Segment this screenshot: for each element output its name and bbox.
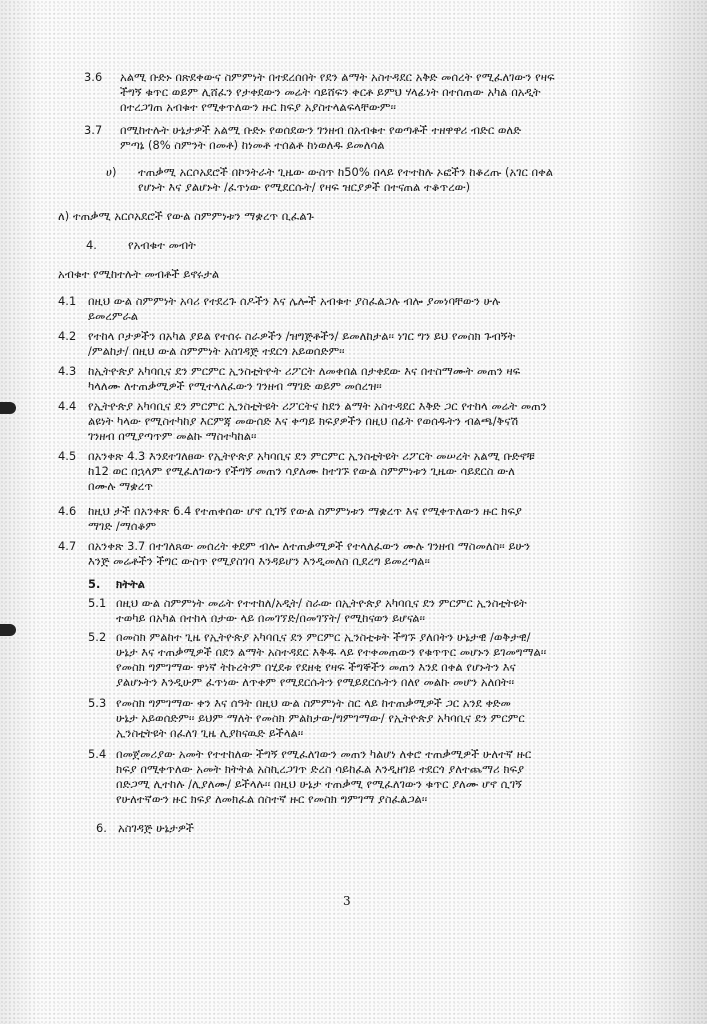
clause-text (88, 294, 664, 324)
clause-text (116, 596, 664, 626)
text-line: ማገድ /ማሰቆም (88, 519, 157, 533)
clause-text (88, 449, 664, 494)
clause-5-3 (88, 696, 664, 741)
clause-text (88, 504, 664, 534)
text-line: የሆኑት እና ያልሆኑት /ፈጥነው የሚደርሱት/ የዛፍ ዝርያዎች በተናጠል ተቆጥረው) (138, 180, 471, 194)
text-line: ምጣኔ (8% ስምንት በመቶ) ከነመቶ ተሰልቶ ከነወለዱ ይመለሳል (120, 138, 385, 152)
text-line: ተወካይ በአካል በተከላ በታው ላይ በመገኘድ/በመገኘት/ የሚከናወን ይሆናል፡፡ (116, 611, 426, 625)
clause-4-4 (58, 399, 664, 444)
clause-number: 5.4 (88, 747, 107, 761)
text-line: ከኢትዮጵያ አካባቢና ደን ምርምር ኢንስቲትዮት ሪፖርት ለመቀበል በታቀደው እና በተስማሙት መጠን ዛፍ (88, 364, 521, 378)
clause-number: 3.7 (84, 123, 103, 137)
section-title: የአብቁተ መብት (128, 238, 196, 252)
clause-number: 4.3 (58, 364, 77, 378)
clause-text (116, 747, 664, 807)
text-line: በዚህ ውል ስምምነት መሬት የተተከለ/አዲት/ ስራው በኢትዮጵያ አካባቢና ደን ምርምር ኢንስቲትዩት (116, 596, 527, 610)
clause-text (120, 70, 664, 115)
text-line: የመስክ ግምገማው ዋነኛ ትኩረትም በሂደቱ የደዘቂ የዛፍ ችግኞችን መጠን እንደ በቀል የሆኑትን እና (116, 660, 516, 674)
clause-number: 4.6 (58, 504, 77, 518)
clause-text (88, 399, 664, 444)
text-line: አልሚ ቡድኑ በጽደቀውና ስምምነት በተደረሰበት የደን ልማት አስተዳደር አቅድ መሰረት የሚፈለገውን የዛፍ (120, 70, 555, 84)
clause-text (116, 696, 664, 741)
clause-3-7 (84, 123, 664, 153)
sub-clause-text (138, 165, 664, 195)
clause-4-2 (58, 329, 664, 359)
text-line: እንጅ መሬቶችን ችግር ውስጥ የሚያስገባ እንዳይሆን እንዲመለስ ቢደረግ ይመረጣል፡፡ (88, 554, 430, 568)
clause-text (88, 329, 664, 359)
sub-clause-le: ለ) ተጠቃሚ አርሶአደሮች የውል ስምምነቱን ማቋረጥ ቢፈልጉ (58, 209, 314, 223)
clause-number: 5.2 (88, 630, 107, 644)
clause-number: 4.1 (58, 294, 77, 308)
scan-shadow-left (0, 0, 40, 1024)
section-4-intro: አብቁተ የሚከተሉት መብቶች ይኖሩታል (58, 267, 220, 281)
text-line: ከዚህ ታች በአንቀጽ 6.4 የተጠቀሰው ሆኖ ሲገኝ የውል ስምምነቱን ማቋረጥ እና የሚቀጥለውን ዙር ክፍያ (88, 504, 522, 518)
text-line: በመጀመሪያው አመት የተተከለው ችግኝ የሚፈለገውን መጠን ካልሆነ ለቀሮ ተጠቃሚዎች ሁለተኛ ዙር (116, 747, 532, 761)
sub-clause-marker: ሀ) (106, 165, 117, 179)
text-line: ገንዘብ በሚያጣጥም መልኩ ማስተካከል፡፡ (88, 429, 257, 443)
clause-text (88, 539, 664, 569)
text-line: በዚህ ውል ስምምነት አባሪ የተደረጉ ሰዶችን እና ሌሎች አብቁተ ያስፈልጋሉ ብሎ ያመነባቸውን ሁሉ (88, 294, 501, 308)
clause-4-6 (58, 504, 664, 534)
text-line: የሁለተኛውን ዙር ክፍያ ለመክፈል ሰስተኛ ዙር የመስክ ግምገማ ያስፈልጋል፡፡ (116, 792, 428, 806)
clause-number: 3.6 (84, 70, 103, 84)
text-line: ሁኔታ እና ተጠቃሚዎች በደን ልማት አስተዳደር እቅዱ ላይ የተቀመጠውን የቁጥጥር መሆኑን ይገመግማል፡፡ (116, 645, 547, 659)
clause-text (116, 630, 664, 690)
text-line: በሙሉ ማቋረጥ (88, 479, 153, 493)
section-number: 4. (86, 238, 97, 252)
text-line: በአንቀጽ 4.3 እንደተገለፀው የኢትዮጵያ አካባቢና ደን ምርምር ኢንስቲትዩት ሪፖርት መሠረት አልሚ ቡድኖቹ (88, 449, 535, 463)
clause-number: 5.3 (88, 696, 107, 710)
text-line: ካላለሙ ለተጠቃሚዎች የሚተላለፈውን ገንዘብ ማገድ ወይም መሰረዝ፡፡ (88, 379, 382, 393)
clause-4-3 (58, 364, 664, 394)
page-number: 3 (343, 894, 351, 908)
section-5-heading (88, 577, 664, 592)
text-line: ይመረምራል (88, 309, 139, 323)
section-title: አስገዳጅ ሁኔታዎች (118, 821, 194, 835)
section-6-heading (96, 821, 664, 836)
text-line: ችግኝ ቁጥር ወይም ሊሸፈን የታቀደውን መሬት ሳይሸፍን ቀርቶ ይምህ ሃላፊነት በተሰጠው አካል በአዲት (120, 85, 541, 99)
text-line: ክፍያ በሚቀጥለው አመት ክትትል አስኪረጋገጥ ድረስ ሳይከፈል እንዲዘገይ ተደርጎ ያለተጨማሪ ክፍያ (116, 762, 525, 776)
section-4-heading (86, 238, 664, 253)
section-number: 6. (96, 821, 107, 835)
clause-4-5 (58, 449, 664, 494)
text-line: በአንቀጽ 3.7 በተገለጸው መሰረት ቀደም ብሎ ለተጠቃሚዎች የተላለፈውን ሙሉ ገንዘብ ማስመለስ፡፡ ይሁን (88, 539, 530, 553)
text-line: የመስክ ግምገማው ቀን እና ሰዓት በዚህ ውል ስምምነት ስር ላይ ከተጠቃሚዎች ጋር አንደ ቀድመ (116, 696, 511, 710)
punch-hole (0, 402, 16, 414)
clause-4-1 (58, 294, 664, 324)
text-line: ሁኔታ አይወሰድም፡፡ ይህም ማለት የመስክ ምልከታው/ግምገማው/ የኢትዮጵያ አካባቢና ደን ምርምር (116, 711, 525, 725)
text-line: /ምልከታ/ በዚህ ውል ስምምነት አስገዳጅ ተደርጎ አይወሰድም፡፡ (88, 344, 345, 358)
text-line: የተከላ ቦታዎችን በአካል ያይል የተሰሩ ስራዎችን /ዝግጅቶችን/ ይመለከታል፡፡ ነገር ግን ይህ የመስክ ጉብኝት (88, 329, 516, 343)
clause-5-2 (88, 630, 664, 690)
text-line: በተረጋገጠ አብቁተ የሚቀጥለውን ዙር ክፍያ አያስተላልፍላቸውም፡፡ (120, 100, 396, 114)
text-line: ኢንስቲትዩት በፈለገ ጊዜ ሊያከናዉድ ይችላል፡፡ (116, 726, 304, 740)
text-line: ተጠቃሚ አርሶአደሮች በኮንትራት ጊዜው ውስጥ ከ50% በላይ የተተከሉ ኦፎችን ከቆረጡ (አገር በቀል (138, 165, 554, 179)
sub-clause-u (106, 165, 664, 195)
text-line: የኢትዮጵያ አካባቢና ደን ምርምር ኢንስቲትዩት ሪፖርትና ከደን ልማት አስተዳደር እቅድ ጋር የተከላ መሬት መጠን (88, 399, 547, 413)
clause-number: 4.7 (58, 539, 77, 553)
clause-text (88, 364, 664, 394)
section-number: 5. (88, 577, 101, 591)
document-body (46, 70, 664, 836)
clause-number: 4.2 (58, 329, 77, 343)
clause-text (120, 123, 664, 153)
text-line: ከ12 ወር በኋላም የሚፈለገውን የችግኝ መጠን ሳያለሙ ከተገኙ የውል ስምምነቱን ጊዜው ሳይደርስ ውለ (88, 464, 515, 478)
punch-hole (0, 624, 16, 636)
clause-number: 5.1 (88, 596, 107, 610)
clause-4-7 (58, 539, 664, 569)
clause-number: 4.4 (58, 399, 77, 413)
clause-5-4 (88, 747, 664, 807)
section-title: ክትትል (116, 577, 145, 591)
clause-3-6 (84, 70, 664, 115)
clause-number: 4.5 (58, 449, 77, 463)
clause-5-1 (88, 596, 664, 626)
text-line: በመስክ ምልከተ ጊዜ የኢትዮጵያ አካባቢና ደን ምርምር ኢንስቲቱት ችግኙ ያለበትን ሁኔታዊ /ወቅታዊ/ (116, 630, 531, 644)
text-line: ልዩነት ካላው የሚስተካከያ እርምጃ መውሰድ እና ቀጣይ ክፍያዎችን በዚህ በፊት የወሰዱትን ብልጫ/ቅናሽ (88, 414, 519, 428)
text-line: ያልሆኑትን እንዲሁም ፈጥነው ለጥቀም የሚደርሱትን የሚይደርሱትን በለየ መልኩ መሆን አለበት፡፡ (116, 675, 515, 689)
text-line: በድጋሚ ሊተከሉ /ሊያለሙ/ ይችላሉ፡፡ በዚህ ሁኔታ ተጠቃሚ የሚፈለገውን ቁጥር ያለሙ ሆኖ ሲገኝ (116, 777, 522, 791)
text-line: በሚከተሉት ሁኔታዎች አልሚ ቡድኑ የወሰደውን ገንዘብ በአብቁተ የወጣቶች ተዘዋዋሪ ብድር ወለድ (120, 123, 522, 137)
